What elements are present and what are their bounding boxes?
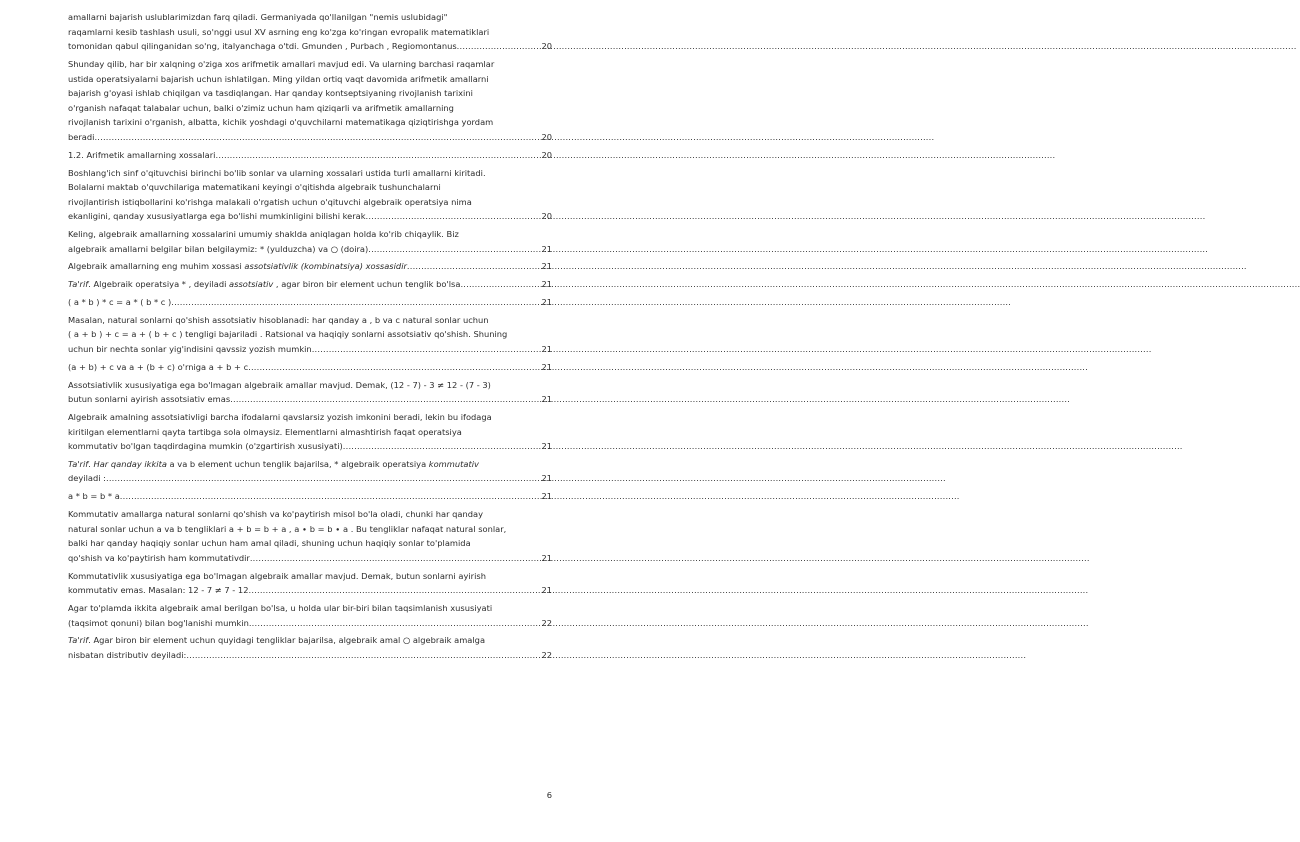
plain-text: uchun bir nechta sonlar yig'indisini qavssiz yozish mumkin bbox=[68, 343, 312, 354]
plain-text: tomonidan qabul qilinganidan so'ng, italyanchaga o'tdi. Gmunden , Purbach , Regiomontanus bbox=[68, 41, 457, 52]
toc-entry-leader-row bbox=[68, 342, 552, 357]
toc-page-number: 21 bbox=[541, 279, 552, 290]
dot-leader bbox=[106, 471, 540, 486]
toc-entry-title bbox=[68, 209, 366, 224]
toc-entry[interactable] bbox=[68, 633, 552, 662]
plain-text: butun sonlarni ayirish assotsiativ emas bbox=[68, 394, 231, 405]
definition-label: Ta'rif bbox=[68, 279, 89, 290]
toc-entry-title bbox=[68, 489, 120, 504]
toc-entry-leader-row bbox=[68, 616, 552, 631]
toc-entry-leader-row bbox=[68, 39, 552, 54]
emphasis-text: kommutativ bbox=[428, 458, 479, 469]
toc-entry[interactable] bbox=[68, 378, 552, 407]
dot-leader bbox=[94, 130, 540, 145]
toc-entry-title bbox=[68, 471, 106, 486]
toc-entry-line bbox=[68, 633, 552, 648]
toc-page-number: 21 bbox=[541, 441, 552, 452]
toc-entry-title bbox=[68, 39, 457, 54]
emphasis-text: assotsiativlik (kombinatsiya) xossasidir bbox=[244, 261, 407, 272]
toc-entry-line: Agar to'plamda ikkita algebraik amal berilgan bo'lsa, u holda ular bir-biri bilan taqsimlanish xususiyati bbox=[68, 602, 493, 613]
plain-text: a va b element uchun tenglik bajarilsa, * algebraik operatsiya bbox=[166, 458, 429, 469]
toc-entry-leader-row bbox=[68, 242, 552, 257]
toc-entry[interactable] bbox=[68, 277, 552, 292]
toc-page-number: 21 bbox=[541, 491, 552, 502]
toc-entry-title bbox=[68, 392, 230, 407]
toc-entry[interactable] bbox=[68, 57, 552, 145]
toc-entry-title bbox=[68, 342, 312, 357]
toc-page-number: 22 bbox=[541, 617, 552, 628]
dot-leader bbox=[230, 392, 540, 407]
toc-entry-line: raqamlarni kesib tashlash usuli, so'nggi usul XV asrning eng ko'zga ko'ringan evropalik matematiklari bbox=[68, 26, 490, 37]
dot-leader bbox=[250, 551, 541, 566]
toc-entry-line: Masalan, natural sonlarni qo'shish assotsiativ hisoblanadi: har qanday a , b va c natural sonlar uchun bbox=[68, 314, 489, 325]
toc-entry-line: Boshlang'ich sinf o'qituvchisi birinchi bo'lib sonlar va ularning xossalari ustida turli amallarni kiritadi. bbox=[68, 167, 486, 178]
toc-page-number: 21 bbox=[541, 394, 552, 405]
toc-entry-line: amallarni bajarish uslublarimizdan farq qiladi. Germaniyada qo'llanilgan "nemis uslubidagi" bbox=[68, 12, 448, 22]
plain-text: . Agar biron bir element uchun quyidagi tengliklar bajarilsa, algebraik amal ○ algebraik amalga bbox=[88, 635, 486, 646]
plain-text: a * b = b * a bbox=[68, 491, 120, 502]
plain-text: (a + b) + c va a + (b + c) o'rniga a + b + c bbox=[68, 361, 249, 372]
toc-entry-line: Assotsiativlik xususiyatiga ega bo'lmagan algebraik amallar mavjud. Demak, (12 - 7) - 3 ≠ 12 - (7 - 3) bbox=[68, 379, 491, 390]
toc-page-number: 21 bbox=[541, 361, 552, 372]
toc-entry[interactable] bbox=[68, 227, 552, 256]
toc-entry[interactable] bbox=[68, 410, 552, 454]
toc-page-number: 20 bbox=[541, 41, 552, 52]
toc-entry-leader-row bbox=[68, 583, 552, 598]
toc-entry-title bbox=[68, 295, 171, 310]
toc-entry-line: ( a + b ) + c = a + ( b + c ) tengligi bajariladi . Ratsional va haqiqiy sonlarni assotsiativ qo'shish. Shuning bbox=[68, 329, 508, 340]
toc-page-number: 21 bbox=[541, 473, 552, 484]
toc-entry[interactable] bbox=[68, 295, 552, 310]
dot-leader bbox=[120, 489, 541, 504]
toc-entry[interactable] bbox=[68, 166, 552, 224]
dot-leader bbox=[171, 295, 540, 310]
toc-entry-line: rivojlanish tarixini o'rganish, albatta, kichik yoshdagi o'quvchilarni matematikaga qiziqtirishga yordam bbox=[68, 117, 494, 128]
toc-entry-title bbox=[68, 648, 186, 663]
toc-entry-leader-row bbox=[68, 259, 552, 274]
plain-text: nisbatan distributiv deyiladi: bbox=[68, 649, 187, 660]
dot-leader bbox=[249, 583, 541, 598]
emphasis-text: Ta'rif bbox=[68, 635, 89, 646]
page-number: 6 bbox=[546, 790, 552, 800]
table-of-contents bbox=[68, 10, 552, 666]
toc-entry-line: Kommutativlik xususiyatiga ega bo'lmagan algebraik amallar mavjud. Demak, butun sonlarni ayirish bbox=[68, 570, 486, 581]
toc-entry-line: rivojlantirish istiqbollarini ko'rishga malakali o'rgatish uchun o'qituvchi algebraik operatsiya nima bbox=[68, 196, 472, 207]
emphasis-text: Har qanday ikkita bbox=[93, 458, 167, 469]
toc-entry[interactable] bbox=[68, 569, 552, 598]
toc-entry-leader-row bbox=[68, 551, 552, 566]
plain-text: Algebraik amallarning eng muhim xossasi bbox=[68, 261, 245, 272]
toc-entry-title bbox=[68, 259, 407, 274]
toc-entry-leader-row bbox=[68, 392, 552, 407]
dot-leader bbox=[407, 259, 541, 274]
toc-entry-line: Shunday qilib, har bir xalqning o'ziga xos arifmetik amallari mavjud edi. Va ularning barchasi raqamlar bbox=[68, 58, 495, 69]
dot-leader bbox=[248, 360, 540, 375]
toc-page-number: 21 bbox=[541, 343, 552, 354]
toc-page-number: 21 bbox=[541, 297, 552, 307]
dot-leader bbox=[312, 342, 541, 357]
toc-entry-line: ustida operatsiyalarni bajarish uchun ishlatilgan. Ming yildan ortiq vaqt davomida arifmetik amallarni bbox=[68, 73, 489, 84]
toc-entry[interactable] bbox=[68, 259, 552, 274]
toc-entry-line: kiritilgan elementlarni qayta tartibga sola olmaysiz. Elementlarni almashtirish faqat operatsiya bbox=[68, 426, 462, 437]
toc-entry-line: balki har qanday haqiqiy sonlar uchun ham amal qiladi, shuning uchun haqiqiy sonlar to'plamida bbox=[68, 538, 471, 549]
toc-entry-line: o'rganish nafaqat talabalar uchun, balki o'zimiz uchun ham qiziqarli va arifmetik amallarning bbox=[68, 102, 454, 113]
plain-text: , agar biron bir element uchun tenglik bo'lsa bbox=[273, 279, 461, 290]
toc-page-number: 20 bbox=[541, 211, 552, 222]
toc-entry-leader-row bbox=[68, 148, 552, 163]
toc-entry-title bbox=[68, 551, 250, 566]
plain-text: deyiladi : bbox=[68, 473, 106, 484]
dot-leader bbox=[186, 648, 540, 663]
toc-entry-title bbox=[68, 277, 460, 292]
toc-entry-line: Bolalarni maktab o'quvchilariga matematikani keyingi o'qitishda algebraik tushunchalarni bbox=[68, 182, 441, 193]
plain-text: kommutativ bo'lgan taqdirdagina mumkin (o'zgartirish xususiyati) bbox=[68, 441, 343, 452]
toc-entry-title bbox=[68, 616, 249, 631]
toc-entry[interactable] bbox=[68, 10, 552, 54]
toc-entry-title bbox=[68, 242, 368, 257]
plain-text: ekanligini, qanday xususiyatlarga ega bo'lishi mumkinligini bilishi kerak bbox=[68, 211, 366, 222]
toc-entry-line bbox=[68, 457, 552, 472]
plain-text: algebraik amallarni belgilar bilan belgilaymiz: * (yulduzcha) va ○ (doira) bbox=[68, 243, 369, 254]
plain-text: . Algebraik operatsiya * , deyiladi bbox=[88, 279, 230, 290]
toc-page-number: 20 bbox=[541, 131, 552, 142]
toc-entry-leader-row bbox=[68, 489, 552, 504]
dot-leader bbox=[249, 616, 541, 631]
toc-entry-leader-row bbox=[68, 130, 552, 145]
toc-entry-line: bajarish g'oyasi ishlab chiqilgan va tasdiqlangan. Har qanday kontseptsiyaning rivojlanish tarixini bbox=[68, 88, 473, 99]
toc-entry-line: Kommutativ amallarga natural sonlarni qo'shish va ko'paytirish misol bo'la oladi, chunki har qanday bbox=[68, 509, 483, 520]
toc-entry-title bbox=[68, 583, 249, 598]
toc-entry[interactable] bbox=[68, 148, 552, 163]
dot-leader bbox=[457, 39, 541, 54]
toc-page-number: 21 bbox=[541, 243, 552, 254]
toc-page-number: 21 bbox=[541, 261, 552, 272]
plain-text: ( a * b ) * c = a * ( b * c ) bbox=[68, 297, 172, 307]
toc-entry-leader-row bbox=[68, 209, 552, 224]
toc-entry-leader-row bbox=[68, 648, 552, 663]
toc-entry[interactable] bbox=[68, 507, 552, 565]
toc-entry-line: Keling, algebraik amallarning xossalarini umumiy shaklda aniqlagan holda ko'rib chiqaylik. Biz bbox=[68, 229, 459, 240]
plain-text: beradi bbox=[68, 131, 95, 142]
plain-text: kommutativ emas. Masalan: 12 - 7 ≠ 7 - 12 bbox=[68, 585, 249, 596]
toc-page-number: 21 bbox=[541, 585, 552, 596]
toc-entry-leader-row bbox=[68, 295, 552, 310]
dot-leader bbox=[368, 242, 540, 257]
toc-page-number: 22 bbox=[541, 649, 552, 660]
dot-leader bbox=[460, 277, 540, 292]
toc-entry-leader-row bbox=[68, 439, 552, 454]
toc-entry-title bbox=[68, 148, 215, 163]
plain-text: qo'shish va ko'paytirish ham kommutativdir bbox=[68, 552, 250, 563]
emphasis-text: Ta'rif bbox=[68, 458, 89, 469]
toc-entry-title bbox=[68, 130, 94, 145]
toc-entry[interactable] bbox=[68, 489, 552, 504]
plain-text: . bbox=[88, 458, 94, 469]
toc-entry-leader-row bbox=[68, 471, 552, 486]
toc-entry-title bbox=[68, 360, 248, 375]
toc-entry-line: natural sonlar uchun a va b tengliklari a + b = b + a , a ∙ b = b ∙ a . Bu tengliklar nafaqat natural sonlar, bbox=[68, 523, 507, 534]
emphasis-text: assotsiativ bbox=[229, 279, 274, 290]
toc-entry[interactable] bbox=[68, 360, 552, 375]
dot-leader bbox=[343, 439, 541, 454]
plain-text: (taqsimot qonuni) bilan bog'lanishi mumkin bbox=[68, 617, 249, 628]
toc-entry-leader-row bbox=[68, 277, 552, 292]
toc-entry-title bbox=[68, 439, 343, 454]
toc-entry[interactable] bbox=[68, 457, 552, 486]
toc-entry[interactable] bbox=[68, 313, 552, 357]
toc-page-number: 20 bbox=[541, 149, 552, 160]
dot-leader bbox=[366, 209, 541, 224]
dot-leader bbox=[215, 148, 540, 163]
toc-entry-leader-row bbox=[68, 360, 552, 375]
toc-page-number: 21 bbox=[541, 552, 552, 563]
toc-entry-line: Algebraik amalning assotsiativligi barcha ifodalarni qavslarsiz yozish imkonini beradi, lekin bu ifodaga bbox=[68, 411, 492, 422]
toc-entry[interactable] bbox=[68, 601, 552, 630]
plain-text: 1.2. Arifmetik amallarning xossalari bbox=[68, 149, 216, 160]
